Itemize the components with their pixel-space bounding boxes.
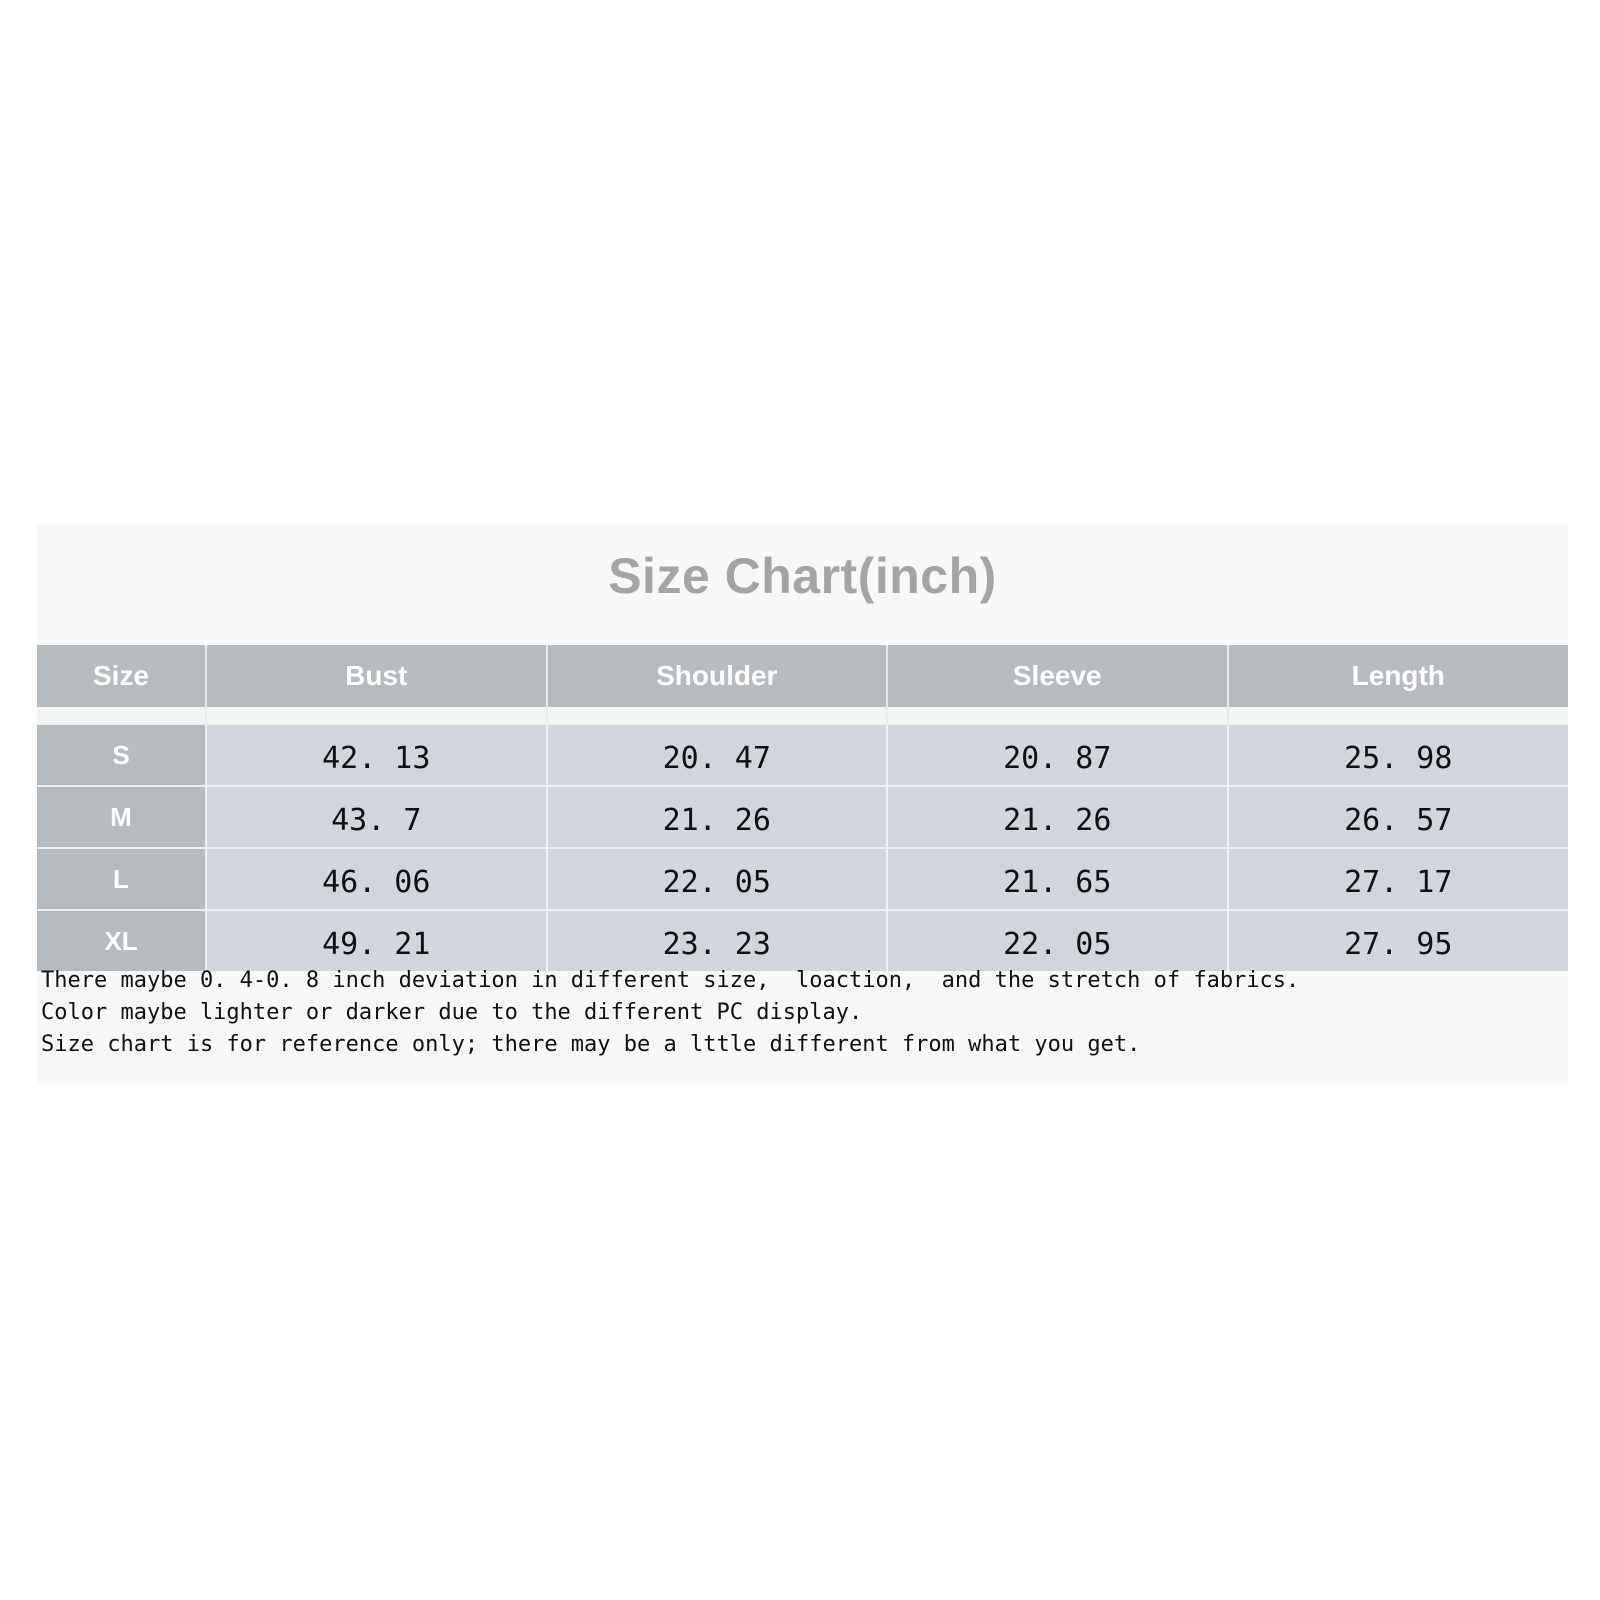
chart-title: Size Chart(inch) <box>608 548 997 604</box>
shoulder-value: 22. 05 <box>547 848 888 910</box>
column-header-shoulder: Shoulder <box>547 645 888 707</box>
note-color: Color maybe lighter or darker due to the different PC display. <box>41 1000 863 1025</box>
column-header-sleeve: Sleeve <box>887 645 1228 707</box>
disclaimer-notes <box>41 965 1561 1061</box>
size-label: M <box>37 786 206 848</box>
size-label: L <box>37 848 206 910</box>
length-value: 27. 17 <box>1228 848 1569 910</box>
bust-value: 49. 21 <box>206 910 547 971</box>
sleeve-value: 20. 87 <box>887 724 1228 786</box>
table-row <box>37 724 1568 786</box>
length-value: 27. 95 <box>1228 910 1569 971</box>
sleeve-value: 21. 65 <box>887 848 1228 910</box>
note-deviation: There maybe 0. 4-0. 8 inch deviation in different size, loaction, and the stretch of fabrics. <box>41 968 1300 993</box>
table-row <box>37 848 1568 910</box>
bust-value: 42. 13 <box>206 724 547 786</box>
column-header-length: Length <box>1228 645 1569 707</box>
shoulder-value: 21. 26 <box>547 786 888 848</box>
shoulder-value: 20. 47 <box>547 724 888 786</box>
header-spacer <box>37 707 1568 724</box>
table-row <box>37 786 1568 848</box>
length-value: 25. 98 <box>1228 724 1569 786</box>
shoulder-value: 23. 23 <box>547 910 888 971</box>
table-row <box>37 910 1568 971</box>
bust-value: 43. 7 <box>206 786 547 848</box>
size-label: XL <box>37 910 206 971</box>
bust-value: 46. 06 <box>206 848 547 910</box>
header-row <box>37 645 1568 707</box>
column-header-bust: Bust <box>206 645 547 707</box>
size-chart-table <box>37 645 1568 971</box>
size-chart-panel <box>37 525 1568 1085</box>
note-reference: Size chart is for reference only; there may be a lttle different from what you get. <box>41 1032 1141 1057</box>
sleeve-value: 22. 05 <box>887 910 1228 971</box>
column-header-size: Size <box>37 645 206 707</box>
length-value: 26. 57 <box>1228 786 1569 848</box>
sleeve-value: 21. 26 <box>887 786 1228 848</box>
size-label: S <box>37 724 206 786</box>
